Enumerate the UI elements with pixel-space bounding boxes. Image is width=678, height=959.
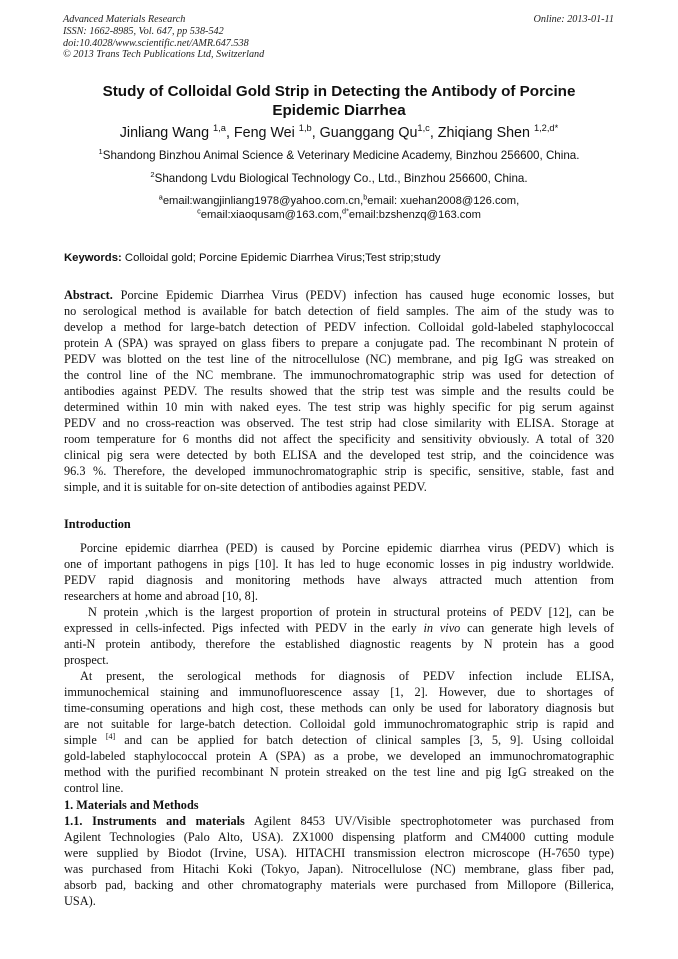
copyright: © 2013 Trans Tech Publications Ltd, Switzerland	[63, 49, 265, 61]
methods-body	[64, 813, 614, 909]
paragraph-line: At present, the serological methods for diagnosis of PEDV infection include ELISA,	[80, 669, 614, 683]
email-address[interactable]: email:xiaoqusam@163.com,	[200, 209, 343, 221]
affiliation-2: $^2$Shandong Lvdu Biological Technology Co., Ltd., Binzhou 256600, China.	[150, 170, 528, 185]
keywords	[64, 251, 616, 265]
section-heading-introduction: Introduction	[64, 517, 131, 531]
author-name: , Guanggang Qu	[311, 125, 418, 141]
abstract-line: PEDV and no cross-reaction was observed. The test strip had close similarity with ELISA. Storage at	[64, 416, 614, 430]
paragraph-line: USA).	[64, 894, 96, 908]
abstract-line: Abstract. Porcine Epidemic Diarrhea Virus (PEDV) infection has caused huge economic losses, but	[64, 288, 614, 302]
journal-meta	[63, 14, 264, 61]
email-address[interactable]: email: xuehan2008@126.com,	[367, 195, 520, 207]
author-name: Jinliang Wang	[119, 125, 214, 141]
author-superscript: 1,2,d*	[533, 123, 559, 134]
paper-title	[70, 82, 608, 120]
doi: doi:10.4028/www.scientific.net/AMR.647.538	[63, 37, 249, 49]
author-name: , Feng Wei	[225, 125, 299, 141]
abstract-line: clinical pig sera were detected by both ELISA and the developed test strip, and the coincidence was	[64, 448, 614, 462]
abstract-line: no serological method is available for batch detection of field samples. The aim of the study was to	[64, 304, 614, 318]
email-line-1: $^a$email:wangjinliang1978@yahoo.com.cn,$^b$email: xuehan2008@126.com,	[158, 192, 520, 207]
paragraph-line: Agilent Technologies (Palo Alto, USA). ZX1000 dispensing platform and CM4000 cutting module	[64, 830, 614, 844]
paragraph-line: anti-N protein antibody, therefore the established diagnostic reagents by N protein has a good	[64, 637, 614, 651]
title-line-2: Epidemic Diarrhea	[272, 102, 406, 119]
paragraph-line: were supplied by Biodot (Irvine, USA). HITACHI transmission electron microscope (H-7650 type)	[64, 846, 614, 860]
paragraph-line: prospect.	[64, 653, 109, 667]
abstract-line: develop a method for large-batch detection of PEDV infection. Colloidal gold-labeled staphylococcal	[64, 320, 614, 334]
paragraph-line: Porcine epidemic diarrhea (PED) is caused by Porcine epidemic diarrhea virus (PEDV) which is	[80, 541, 614, 555]
paragraph-line: PEDV rapid diagnosis and monitoring methods have always attracted much attention from	[64, 573, 614, 587]
email-line-2: $^c$email:xiaoqusam@163.com,$^{d*}$email:bzshenzq@163.com	[197, 206, 481, 221]
abstract-line: antibodies against PEDV. The results showed that the strip test was simple and the results could be	[64, 384, 614, 398]
paragraph-line: expressed in cells-infected. Pigs infected with PEDV in the early in vivo can generate high levels of	[64, 621, 615, 635]
paragraph-line: absorb pad, backing and other chromatography materials were purchased from Millopore (Billerica,	[64, 878, 614, 892]
paragraph-line: 1.1. Instruments and materials Agilent 8453 UV/Visible spectrophotometer was purchased from	[64, 814, 615, 828]
paragraph-line: are not suitable for large-batch detection. Colloidal gold immunochromatographic strip is rapid and	[64, 717, 614, 731]
issn: ISSN: 1662-8985, Vol. 647, pp 538-542	[63, 25, 224, 37]
paragraph-line: time-consuming operations and high cost, these methods can only be used for laboratory diagnosis but	[64, 701, 614, 715]
paragraph-line: was purchased from Hitachi Koki (Tokyo, Japan). Nitrocellulose (NC) membrane, glass fiber pad,	[64, 862, 614, 876]
abstract	[64, 287, 614, 495]
abstract-label: Abstract.	[64, 288, 113, 302]
citation-superscript: [4]	[105, 731, 116, 741]
abstract-line: 96.3 %. Therefore, the developed immunochromatographic strip is specific, sensitive, stable, fast and	[64, 464, 614, 478]
paragraph-line: simple [4] and can be applied for batch detection of clinical samples [3, 5, 9]. Using colloidal	[64, 731, 614, 747]
abstract-line: PEDV was blotted on the test line of the nitrocellulose (NC) membrane, and pig IgG was streaked on	[64, 352, 614, 366]
italic-term: in vivo	[423, 621, 461, 635]
paragraph-line: gold-labeled staphylococcal protein A (SPA) as a probe, we developed an immunochromatographic	[64, 749, 614, 763]
abstract-line: determined within 10 min with naked eyes. The test strip was highly specific for pig serum against	[64, 400, 614, 414]
keywords-text: Colloidal gold; Porcine Epidemic Diarrhea Virus;Test strip;study	[121, 252, 441, 264]
author-superscript: 1,c	[417, 123, 430, 134]
title-line-1: Study of Colloidal Gold Strip in Detecting the Antibody of Porcine	[102, 83, 576, 100]
paragraph-line: immunochemical staining and immunofluorescence assay [1, 2]. However, due to shortages of	[64, 685, 614, 699]
author-name: , Zhiqiang Shen	[429, 125, 534, 141]
author-superscript: 1,b	[298, 123, 312, 134]
introduction-body	[64, 540, 614, 796]
paragraph-line: researchers at home and abroad [10, 8].	[64, 589, 258, 603]
author-superscript: 1,a	[213, 123, 226, 134]
subsection-heading: 1.1. Instruments and materials	[64, 814, 245, 828]
author-list	[40, 124, 638, 142]
keywords-label: Keywords:	[64, 252, 122, 264]
email-address[interactable]: email:bzshenzq@163.com	[348, 209, 481, 221]
abstract-line: simple, and it is suitable for on-site detection of antibodies against PEDV.	[64, 480, 427, 494]
journal-name: Advanced Materials Research	[63, 14, 186, 25]
abstract-line: room temperature for 6 months did not affect the specificity and sensitivity obviously. A total of 320	[64, 432, 614, 446]
abstract-line: the control line of the NC membrane. The immunochromatographic strip was used for detection of	[64, 368, 614, 382]
paragraph-line: method with the purified recombinant N protein streaked on the test line and pig IgG streaked on the	[64, 765, 614, 779]
paragraph-line: one of important pathogens in pigs [10]. It has led to huge economic losses in pig industry worldwide.	[64, 557, 614, 571]
abstract-line: protein A (SPA) was sprayed on glass fibers to prepare a conjugate pad. The recombinant N protein of	[64, 336, 614, 350]
email-address[interactable]: email:wangjinliang1978@yahoo.com.cn,	[162, 195, 364, 207]
paragraph-line: N protein ,which is the largest proportion of protein in structural proteins of PEDV [12], can be	[88, 605, 614, 619]
paragraph-line: control line.	[64, 781, 124, 795]
online-date: Online: 2013-01-11	[533, 14, 614, 25]
section-heading-methods: 1. Materials and Methods	[64, 798, 199, 812]
affiliation-1: $^1$Shandong Binzhou Animal Science & Veterinary Medicine Academy, Binzhou 256600, China.	[98, 147, 580, 162]
